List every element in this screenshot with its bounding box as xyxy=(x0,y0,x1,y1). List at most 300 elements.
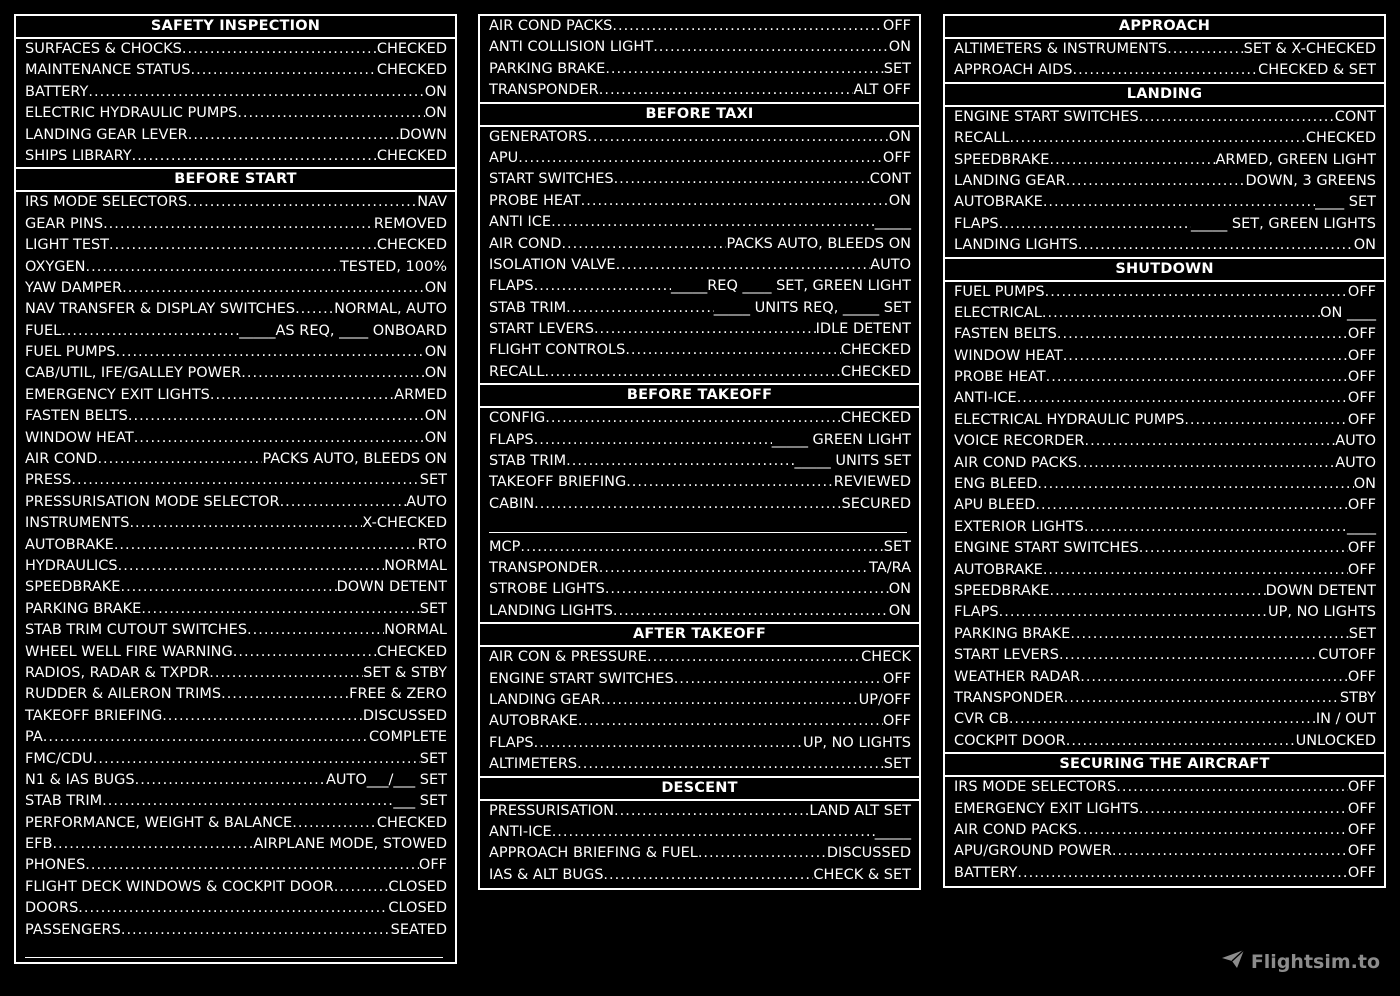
checklist-item xyxy=(945,367,1384,388)
item-label: GENERATORS xyxy=(489,128,588,145)
flightsim-logo[interactable] xyxy=(1221,949,1380,974)
item-label: RECALL xyxy=(954,130,1010,147)
item-label: ANTI ICE xyxy=(489,214,552,231)
checklist-item xyxy=(16,684,455,705)
dot-leader xyxy=(295,299,334,320)
item-value: CHECKED xyxy=(840,363,911,380)
item-value: DISCUSSED xyxy=(826,845,911,862)
checklist-item xyxy=(16,770,455,791)
dot-leader xyxy=(614,801,809,822)
item-label: FASTEN BELTS xyxy=(25,408,128,425)
item-value: SET xyxy=(419,600,447,617)
section-title: BEFORE START xyxy=(16,167,455,192)
item-label: APU/GROUND POWER xyxy=(954,843,1112,860)
item-label: TRANSPONDER xyxy=(489,82,599,99)
checklist-item xyxy=(16,663,455,684)
item-label: DOORS xyxy=(25,900,79,917)
dot-leader xyxy=(120,577,336,598)
checklist-item xyxy=(16,406,455,427)
item-value: _____ UNITS REQ, _____ SET xyxy=(713,299,911,316)
item-label: AUTOBRAKE xyxy=(954,561,1043,578)
item-value: ON xyxy=(1353,476,1376,493)
paper-plane-icon xyxy=(1221,949,1245,974)
checklist-item xyxy=(945,820,1384,841)
item-value: REMOVED xyxy=(373,215,447,232)
checklist-item xyxy=(16,39,455,60)
item-value: OFF xyxy=(1347,540,1376,557)
dot-leader xyxy=(61,321,239,342)
item-label: PARKING BRAKE xyxy=(489,60,606,77)
checklist-item xyxy=(16,278,455,299)
dot-leader xyxy=(1077,453,1335,474)
item-label: IRS MODE SELECTORS xyxy=(25,194,188,211)
item-label: ANTI-ICE xyxy=(954,390,1017,407)
dot-leader xyxy=(292,813,377,834)
dot-leader xyxy=(545,408,841,429)
dot-leader xyxy=(132,146,377,167)
item-value: CHECKED xyxy=(376,41,447,57)
checklist-item xyxy=(480,754,919,775)
item-label: WHEEL WELL FIRE WARNING xyxy=(25,643,233,660)
item-label: ELECTRICAL HYDRAULIC PUMPS xyxy=(954,411,1185,428)
checklist-item xyxy=(480,234,919,255)
checklist-item xyxy=(480,127,919,148)
dot-leader xyxy=(534,430,772,451)
checklist-item xyxy=(945,303,1384,324)
dot-leader xyxy=(1112,841,1348,862)
dot-leader xyxy=(71,470,419,491)
item-label: APPROACH BRIEFING & FUEL xyxy=(489,845,698,862)
dot-leader xyxy=(1139,538,1348,559)
section-continued xyxy=(480,16,919,102)
item-value: ARMED, GREEN LIGHT xyxy=(1215,151,1376,168)
item-label: IAS & ALT BUGS xyxy=(489,866,604,883)
checklist-item xyxy=(480,340,919,361)
checklist-item xyxy=(16,492,455,513)
section-securing-the-aircraft xyxy=(945,752,1384,884)
dot-leader xyxy=(122,278,425,299)
checklist-item xyxy=(16,214,455,235)
checklist-item xyxy=(945,538,1384,559)
item-label: RADIOS, RADAR & TXPDR xyxy=(25,664,210,681)
item-value: CHECK & SET xyxy=(813,866,911,883)
item-label: FLIGHT DECK WINDOWS & COCKPIT DOOR xyxy=(25,878,334,895)
item-value: UP, NO LIGHTS xyxy=(803,734,911,751)
dot-leader xyxy=(188,125,400,146)
item-value: CHECKED xyxy=(376,147,447,164)
checklist-item xyxy=(945,841,1384,862)
checklist-item xyxy=(16,257,455,278)
item-value: OFF xyxy=(1347,326,1376,343)
dot-leader xyxy=(1063,346,1348,367)
item-value: SET xyxy=(419,472,447,489)
item-value: TA/RA xyxy=(869,559,911,576)
item-value: NORMAL xyxy=(384,622,447,639)
dot-leader xyxy=(1009,709,1316,730)
item-label: EFB xyxy=(25,836,53,853)
dot-leader xyxy=(1043,560,1348,581)
item-value: CHECKED xyxy=(376,814,447,831)
item-value: ____ xyxy=(1347,518,1376,535)
item-value: REVIEWED xyxy=(833,474,911,491)
item-value: OFF xyxy=(1347,864,1376,881)
item-value: CHECKED xyxy=(376,643,447,660)
checklist-item xyxy=(480,37,919,58)
dot-leader xyxy=(102,791,393,812)
blank-line xyxy=(16,941,455,962)
checklist-item xyxy=(945,731,1384,752)
item-label: ISOLATION VALVE xyxy=(489,256,616,273)
item-label: FUEL PUMPS xyxy=(954,283,1045,300)
item-value: LAND ALT SET xyxy=(809,802,911,819)
checklist-item xyxy=(945,799,1384,820)
checklist-item xyxy=(945,624,1384,645)
item-label: TAKEOFF BRIEFING xyxy=(489,474,627,491)
item-value: CHECKED xyxy=(376,237,447,254)
item-value: OFF xyxy=(1347,411,1376,428)
item-value: ON xyxy=(424,279,447,296)
item-value: PACKS AUTO, BLEEDS ON xyxy=(726,235,911,252)
checklist-item xyxy=(16,898,455,919)
item-label: STAB TRIM xyxy=(489,453,567,470)
checklist-item xyxy=(480,59,919,80)
dot-leader xyxy=(43,727,369,748)
dot-leader xyxy=(241,363,424,384)
dot-leader xyxy=(1139,799,1348,820)
item-value: AUTO xyxy=(1335,433,1376,450)
checklist-item xyxy=(480,601,919,622)
checklist-item xyxy=(480,801,919,822)
item-value: STBY xyxy=(1339,689,1376,706)
item-value: ON xyxy=(888,128,911,145)
item-label: STAB TRIM CUTOUT SWITCHES xyxy=(25,622,248,639)
dot-leader xyxy=(999,214,1191,235)
checklist-item xyxy=(16,470,455,491)
checklist-item xyxy=(480,255,919,276)
item-label: CABIN xyxy=(489,495,535,512)
item-value: OFF xyxy=(1347,561,1376,578)
checklist-item xyxy=(480,191,919,212)
checklist-item xyxy=(16,449,455,470)
item-label: TAKEOFF BRIEFING xyxy=(25,707,163,724)
item-label: START LEVERS xyxy=(954,647,1059,664)
item-label: PRESSURISATION MODE SELECTOR xyxy=(25,493,280,510)
section-title: SHUTDOWN xyxy=(945,257,1384,282)
dot-leader xyxy=(566,298,714,319)
item-value: CONT xyxy=(1334,108,1376,125)
item-label: START LEVERS xyxy=(489,321,594,338)
dot-leader xyxy=(534,733,803,754)
dot-leader xyxy=(1073,60,1259,81)
item-value: NAV xyxy=(417,194,447,211)
item-value: CHECKED xyxy=(840,410,911,427)
item-value: _____ SET, GREEN LIGHTS xyxy=(1191,215,1376,232)
item-label: FASTEN BELTS xyxy=(954,326,1057,343)
item-label: PRESS xyxy=(25,472,72,489)
dot-leader xyxy=(613,601,889,622)
item-value: DOWN DETENT xyxy=(336,579,447,596)
checklist-item xyxy=(480,276,919,297)
item-value: ON xyxy=(424,365,447,382)
item-value: NORMAL, AUTO xyxy=(334,301,447,318)
checklist-item xyxy=(16,428,455,449)
item-value: ON xyxy=(424,83,447,100)
item-value: ON xyxy=(424,105,447,122)
item-label: ELECTRIC HYDRAULIC PUMPS xyxy=(25,105,238,122)
item-label: AIR COND PACKS xyxy=(954,821,1078,838)
section-after-takeoff xyxy=(480,622,919,775)
dot-leader xyxy=(1017,388,1348,409)
dot-leader xyxy=(594,319,816,340)
item-label: FLAPS xyxy=(954,215,999,232)
dot-leader xyxy=(1064,688,1340,709)
dot-leader xyxy=(1057,324,1348,345)
checklist-item xyxy=(945,453,1384,474)
section-title: APPROACH xyxy=(945,16,1384,39)
dot-leader xyxy=(86,257,340,278)
item-value: ON ____ xyxy=(1320,304,1376,321)
dot-leader xyxy=(1077,820,1348,841)
item-label: OXYGEN xyxy=(25,258,86,275)
item-label: FLIGHT CONTROLS xyxy=(489,342,626,359)
item-label: MCP xyxy=(489,538,521,555)
item-value: _____ xyxy=(874,214,911,231)
dot-leader xyxy=(1066,171,1246,192)
checklist-item xyxy=(480,80,919,101)
item-label: IRS MODE SELECTORS xyxy=(954,779,1117,796)
checklist-item xyxy=(945,581,1384,602)
item-value: DOWN xyxy=(399,126,447,143)
checklist-item xyxy=(945,39,1384,60)
item-value: OFF xyxy=(882,670,911,687)
checklist-item xyxy=(945,495,1384,516)
item-label: AIR COND xyxy=(25,451,98,468)
dot-leader xyxy=(135,770,326,791)
item-value: X-CHECKED xyxy=(362,515,447,532)
item-value: SET xyxy=(883,538,911,555)
checklist-item xyxy=(16,299,455,320)
dot-leader xyxy=(116,342,425,363)
blank-line xyxy=(480,515,919,536)
item-label: ENG BLEED xyxy=(954,476,1038,493)
checklist-item xyxy=(16,385,455,406)
dot-leader xyxy=(1139,107,1335,128)
dot-leader xyxy=(999,602,1268,623)
item-value: UP/OFF xyxy=(858,691,911,708)
checklist-item xyxy=(945,388,1384,409)
dot-leader xyxy=(109,235,377,256)
dot-leader xyxy=(1009,128,1305,149)
dot-leader xyxy=(162,706,363,727)
dot-leader xyxy=(233,642,377,663)
section-title: DESCENT xyxy=(480,776,919,801)
checklist-item xyxy=(480,362,919,383)
checklist-item xyxy=(16,146,455,167)
item-label: APU xyxy=(489,149,519,166)
item-value: AUTO xyxy=(1335,454,1376,471)
dot-leader xyxy=(544,362,840,383)
dot-leader xyxy=(1084,517,1347,538)
item-value: TESTED, 100% xyxy=(339,258,447,275)
item-label: LIGHT TEST xyxy=(25,237,110,254)
dot-leader xyxy=(581,191,889,212)
item-label: STAB TRIM xyxy=(25,793,103,810)
checklist-item xyxy=(16,599,455,620)
item-value: SET xyxy=(419,750,447,767)
dot-leader xyxy=(97,449,262,470)
checklist-item xyxy=(480,319,919,340)
item-value: CHECKED & SET xyxy=(1258,62,1376,79)
item-value: ON xyxy=(1353,237,1376,254)
dot-leader xyxy=(1017,863,1348,884)
item-value: ARMED xyxy=(394,386,447,403)
dot-leader xyxy=(605,579,889,600)
item-label: MAINTENANCE STATUS xyxy=(25,62,191,79)
item-label: AIR CON & PRESSURE xyxy=(489,649,648,666)
dot-leader xyxy=(1043,192,1315,213)
item-label: GEAR PINS xyxy=(25,215,104,232)
item-value: _____ GREEN LIGHT xyxy=(771,431,911,448)
dot-leader xyxy=(626,472,834,493)
item-label: RECALL xyxy=(489,363,545,380)
item-value: OFF xyxy=(1347,821,1376,838)
checklist-item xyxy=(945,171,1384,192)
item-value: IN / OUT xyxy=(1315,711,1376,728)
item-value: OFF xyxy=(1347,843,1376,860)
item-label: TRANSPONDER xyxy=(954,689,1064,706)
item-label: WINDOW HEAT xyxy=(25,429,134,446)
dot-leader xyxy=(85,855,419,876)
item-value: CHECKED xyxy=(1305,130,1376,147)
checklist-item xyxy=(480,16,919,37)
item-value: SET & STBY xyxy=(363,664,447,681)
checklist-item xyxy=(480,494,919,515)
section-title: SECURING THE AIRCRAFT xyxy=(945,752,1384,777)
item-value: NORMAL xyxy=(384,557,447,574)
dot-leader xyxy=(1049,150,1215,171)
item-value: PACKS AUTO, BLEEDS ON xyxy=(262,451,447,468)
item-label: PARKING BRAKE xyxy=(25,600,142,617)
checklist-item xyxy=(945,410,1384,431)
item-value: AIRPLANE MODE, STOWED xyxy=(253,836,447,853)
dot-leader xyxy=(601,690,859,711)
checklist-item xyxy=(480,212,919,233)
item-value: UNLOCKED xyxy=(1295,732,1376,749)
checklist-item xyxy=(480,298,919,319)
dot-leader xyxy=(674,669,883,690)
item-label: ENGINE START SWITCHES xyxy=(954,108,1139,125)
item-label: LANDING LIGHTS xyxy=(489,602,613,619)
section-title: BEFORE TAKEOFF xyxy=(480,383,919,408)
checklist-item xyxy=(480,647,919,668)
dot-leader xyxy=(614,169,870,190)
item-label: AUTOBRAKE xyxy=(954,194,1043,211)
dot-leader xyxy=(1080,667,1348,688)
item-label: ENGINE START SWITCHES xyxy=(954,540,1139,557)
item-label: EMERGENCY EXIT LIGHTS xyxy=(954,800,1139,817)
checklist-item xyxy=(16,813,455,834)
item-label: CVR CB xyxy=(954,711,1009,728)
dot-leader xyxy=(52,834,253,855)
item-label: FUEL xyxy=(25,322,62,339)
checklist-item xyxy=(16,727,455,748)
item-label: LANDING GEAR LEVER xyxy=(25,126,188,143)
item-value: CHECKED xyxy=(840,342,911,359)
dot-leader xyxy=(237,103,424,124)
item-label: START SWITCHES xyxy=(489,171,614,188)
dot-leader xyxy=(612,16,883,37)
item-label: TRANSPONDER xyxy=(489,559,599,576)
item-value: ___ SET xyxy=(393,793,447,810)
checklist-item xyxy=(16,82,455,103)
section-before-start xyxy=(16,167,455,962)
dot-leader xyxy=(698,843,827,864)
item-value: COMPLETE xyxy=(368,729,447,746)
checklist-item xyxy=(16,103,455,124)
item-label: ANTI COLLISION LIGHT xyxy=(489,39,654,56)
dot-leader xyxy=(221,684,349,705)
item-label: FLAPS xyxy=(954,604,999,621)
item-label: ALTIMETERS xyxy=(489,756,578,773)
item-value: ____ SET xyxy=(1315,194,1376,211)
item-value: ON xyxy=(888,39,911,56)
dot-leader xyxy=(561,234,726,255)
item-label: WEATHER RADAR xyxy=(954,668,1081,685)
item-label: NAV TRANSFER & DISPLAY SWITCHES xyxy=(25,301,296,318)
checklist-item xyxy=(480,733,919,754)
dot-leader xyxy=(1059,645,1318,666)
section-landing xyxy=(945,82,1384,257)
section-safety-inspection xyxy=(16,16,455,167)
item-label: CAB/UTIL, IFE/GALLEY POWER xyxy=(25,365,242,382)
item-label: SHIPS LIBRARY xyxy=(25,147,132,164)
item-label: FLAPS xyxy=(489,431,534,448)
checklist-item xyxy=(16,556,455,577)
item-value: SET xyxy=(1348,625,1376,642)
dot-leader xyxy=(1045,282,1348,303)
dot-leader xyxy=(625,340,841,361)
checklist-item xyxy=(945,667,1384,688)
item-label: WINDOW HEAT xyxy=(954,347,1063,364)
dot-leader xyxy=(518,148,883,169)
item-label: PERFORMANCE, WEIGHT & BALANCE xyxy=(25,814,293,831)
checklist-item xyxy=(945,688,1384,709)
checklist-item xyxy=(945,645,1384,666)
dot-leader xyxy=(121,920,391,941)
item-label: APPROACH AIDS xyxy=(954,62,1073,79)
checklist-item xyxy=(945,192,1384,213)
item-label: FUEL PUMPS xyxy=(25,344,116,361)
item-value: OFF xyxy=(1347,800,1376,817)
item-value: AUTO xyxy=(406,493,447,510)
dot-leader xyxy=(190,60,376,81)
item-label: HYDRAULICS xyxy=(25,557,118,574)
section-title: BEFORE TAXI xyxy=(480,102,919,127)
checklist-item xyxy=(480,865,919,886)
item-value: _____ xyxy=(874,823,911,840)
dot-leader xyxy=(616,255,871,276)
item-value: _____ UNITS SET xyxy=(794,453,911,470)
section-before-takeoff xyxy=(480,383,919,622)
checklist-column-1 xyxy=(14,14,457,964)
checklist-item xyxy=(16,834,455,855)
checklist-item xyxy=(16,321,455,342)
checklist-item xyxy=(945,863,1384,884)
item-label: SPEEDBRAKE xyxy=(25,579,121,596)
checklist-item xyxy=(945,474,1384,495)
item-value: DOWN DETENT xyxy=(1265,582,1376,599)
item-label: AIR COND PACKS xyxy=(954,454,1078,471)
